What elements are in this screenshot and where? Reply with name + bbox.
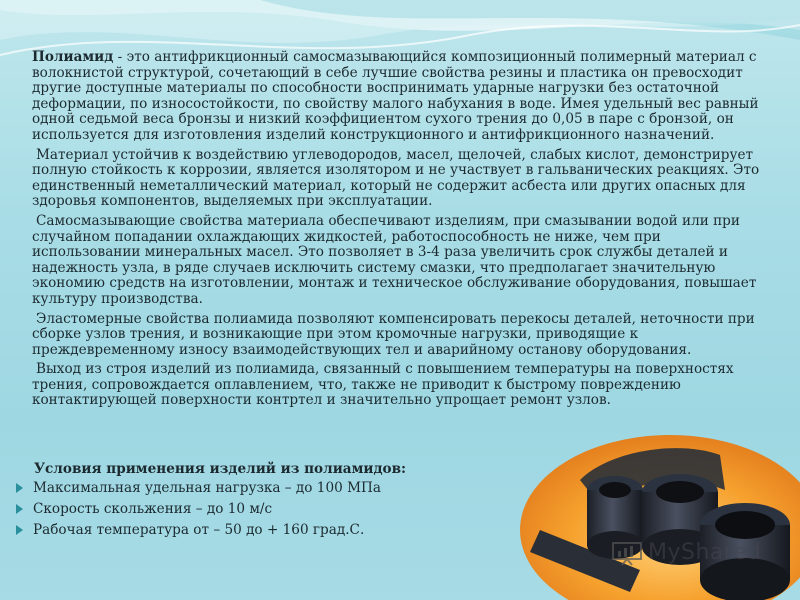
condition-item: Максимальная удельная нагрузка – до 100 МПа xyxy=(16,478,381,499)
term-polyamide: Полиамид xyxy=(32,49,114,65)
paragraph-self-lubrication: Самосмазывающие свойства материала обеспечивают изделиям, при смазывании водой или при случайном попадании охлаждающих жидкостей, работоспособность не ниже, чем при использовании минеральных масел. Это позволяет в 3-4 раза увеличить срок службы деталей и надежность узла, в ряде случаев исключить систему смазки, что предполагает значительную экономию средств на изготовлении, монтаж и техническое обслуживание оборудования, повышает культуру производства. xyxy=(32,212,757,307)
main-text xyxy=(32,50,772,413)
conditions-title: Условия применения изделий из полиамидов: xyxy=(34,461,407,477)
bullet-arrow-icon xyxy=(16,483,23,493)
paragraph-failure: Выход из строя изделий из полиамида, связанный с повышением температуры на поверхностях трения, сопровождается оплавлением, что, также не приводит к быстрому повреждению контактирующей поверхности контртел и значительно упрощает ремонт узлов. xyxy=(32,361,734,409)
paragraph-definition xyxy=(32,50,772,144)
condition-item: Рабочая температура от – 50 до + 160 град.С. xyxy=(16,520,381,541)
polyamide-parts-photo xyxy=(520,420,800,600)
bullet-arrow-icon xyxy=(16,504,23,514)
definition-text: - это антифрикционный самосмазывающийся композиционный полимерный материал с волокнистой структурой, сочетающий в себе лучшие свойства резины и пластика он превосходит другие доступные материалы по способности воспринимать ударные нагрузки без остаточной деформации, по износостойкости, по свойству малого набухания в воде. Имея удельный вес равный одной седьмой веса бронзы и низкий коэффициентом сухого трения до 0,05 в паре с бронзой, он используется для изготовления изделий конструкционного и антифрикционного назначений. xyxy=(32,49,759,143)
watermark-text: MyShared xyxy=(648,540,762,565)
conditions-list xyxy=(16,478,381,541)
paragraph-elastomer: Эластомерные свойства полиамида позволяют компенсировать перекосы деталей, неточности при сборке узлов трения, и возникающие при этом кромочные нагрузки, приводящие к преждевременному износу взаимодействующих тел и аварийному останову оборудования. xyxy=(32,310,755,358)
condition-item: Скорость скольжения – до 10 м/с xyxy=(16,499,381,520)
presentation-board-icon xyxy=(610,540,644,566)
paragraph-resistance: Материал устойчив к воздействию углеводородов, масел, щелочей, слабых кислот, демонстрирует полную стойкость к коррозии, является изолятором и не участвует в гальванических реакциях. Это единственный неметаллический материал, который не содержит асбеста или других опасных для здоровья компонентов, выделяемых при эксплуатации. xyxy=(32,146,760,210)
bullet-arrow-icon xyxy=(16,525,23,535)
